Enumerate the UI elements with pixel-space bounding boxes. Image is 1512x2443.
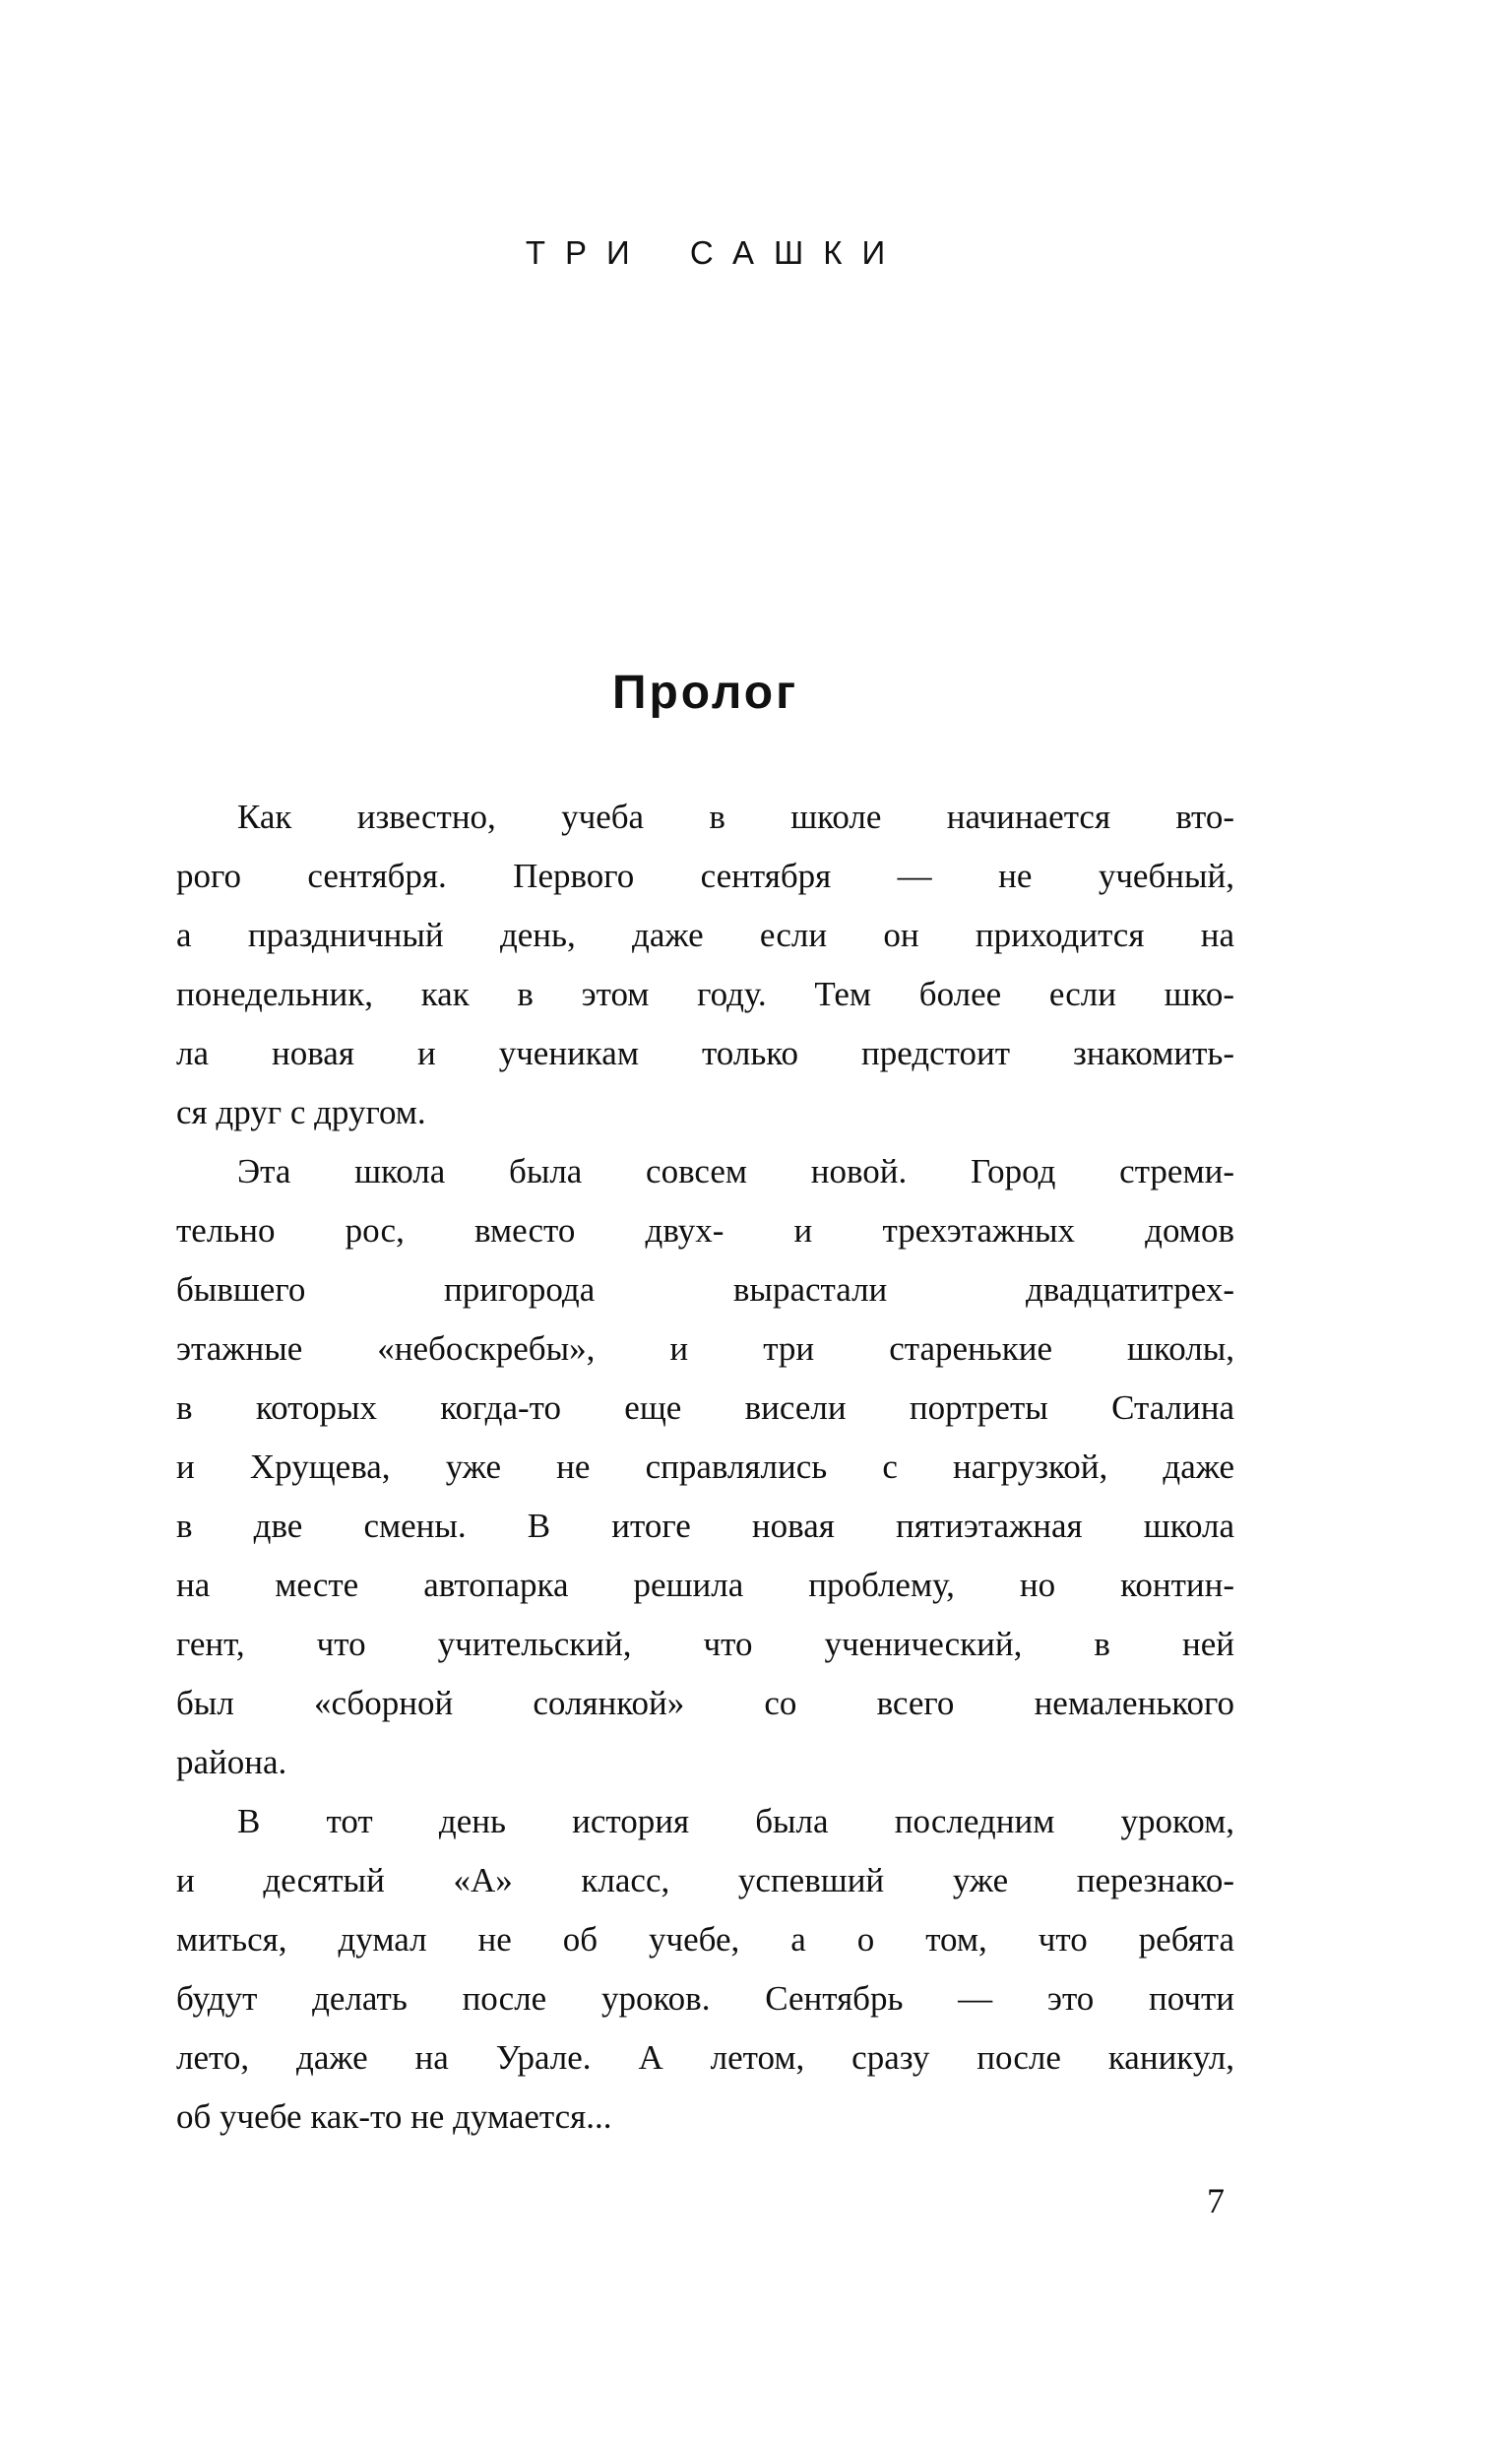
text-line: рого сентября. Первого сентября — не учебный, (176, 857, 1234, 895)
text-line: а праздничный день, даже если он приходится на (176, 916, 1234, 954)
text-line: лето, даже на Урале. А летом, сразу после каникул, (176, 2038, 1234, 2077)
text-line: Как известно, учеба в школе начинается вто- (237, 798, 1234, 836)
paragraph (176, 1792, 1234, 2147)
content-column (176, 0, 1234, 2443)
text-line: был «сборной солянкой» со всего немаленького (176, 1684, 1234, 1722)
chapter-title: Пролог (611, 667, 799, 719)
text-line: в которых когда-то еще висели портреты Сталина (176, 1388, 1234, 1427)
text-line: бывшего пригорода вырастали двадцатитрех- (176, 1270, 1234, 1309)
text-line: Эта школа была совсем новой. Город стреми- (237, 1152, 1234, 1190)
text-line: будут делать после уроков. Сентябрь — это почти (176, 1979, 1234, 2018)
text-line: ла новая и ученикам только предстоит знакомить- (176, 1034, 1234, 1072)
text-line: тельно рос, вместо двух- и трехэтажных домов (176, 1211, 1234, 1250)
text-line: этажные «небоскребы», и три старенькие школы, (176, 1329, 1234, 1368)
text-line: об учебе как-то не думается... (176, 2097, 612, 2136)
text-line: миться, думал не об учебе, а о том, что ребята (176, 1920, 1234, 1959)
body-text (176, 788, 1234, 2147)
text-line: и Хрущева, уже не справлялись с нагрузкой, даже (176, 1447, 1234, 1486)
text-line: понедельник, как в этом году. Тем более если шко- (176, 975, 1234, 1013)
text-line: в две смены. В итоге новая пятиэтажная школа (176, 1507, 1234, 1545)
text-line: В тот день история была последним уроком, (237, 1802, 1234, 1840)
paragraph (176, 1142, 1234, 1792)
paragraph (176, 788, 1234, 1142)
page-number: 7 (1207, 2181, 1225, 2220)
running-header: ТРИ САШКИ (525, 234, 906, 271)
text-line: ся друг с другом. (176, 1093, 426, 1131)
text-line: на месте автопарка решила проблему, но контин- (176, 1566, 1234, 1604)
text-line: гент, что учительский, что ученический, в ней (176, 1625, 1234, 1663)
text-line: и десятый «А» класс, успевший уже перезнако- (176, 1861, 1234, 1899)
text-line: района. (176, 1743, 287, 1781)
